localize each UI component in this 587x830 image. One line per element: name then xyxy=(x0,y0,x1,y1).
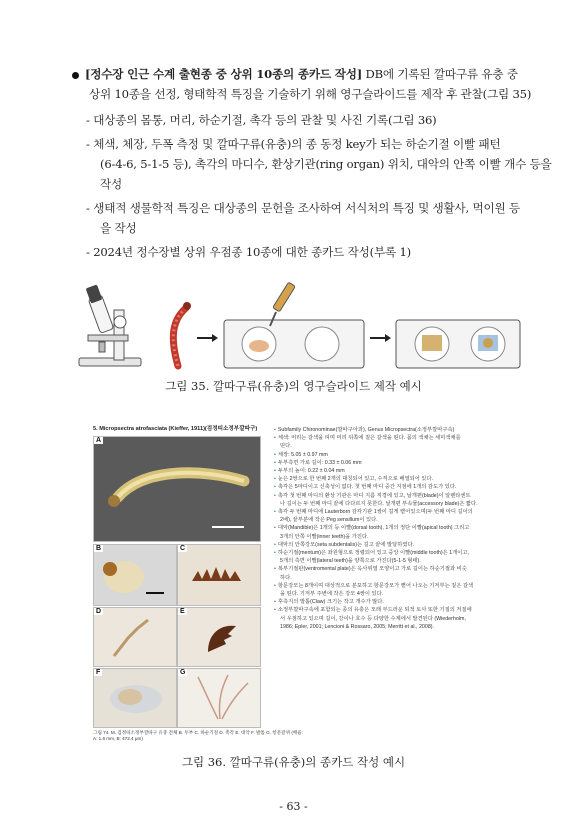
figure-36-caption: 그림 36. 깔따구류(유충)의 종카드 작성 예시 xyxy=(181,755,406,769)
slide-preparation-icon xyxy=(224,282,364,368)
paragraph-top-species: [정수장 인근 수계 출현종 중 상위 10종의 종카드 작성] DB에 기록된 깔따구류 유충 중 상위 10종을 선정, 형태학적 특징을 기술하기 위해 영구슬라이드를 제작 후 관찰(그림 35) xyxy=(72,64,542,104)
photo-panel-f xyxy=(93,668,177,728)
arrow-icon xyxy=(212,334,218,342)
photo-panel-c xyxy=(177,544,261,606)
card-description: ▪ Subfamily Chironominae(깔따구아과), Genus Micropsectra(소정부깔따구속) ▪ 체색: 머리는 갈색을 띠며 머리 뒤쪽에 짙은 갈색을 띤다. 몸의 색채는 세미색채를 띤다. ▪ 체장: 5.05 ± 0.97 mm ▪ 두부측면 가로 길이: 0.33 ± 0.06 mm ▪ 두부의 높이: 0.22 ± 0.04 mm ▪ 눈은 2쌍으로 한 번째 2개의 대칭되어 있고, 수직으로 배열되어 있다. ▪ 촉각은 5마디이고 신축성이 없다. 첫 번째 마디 중간 지점에 1개의 감도가 있다. ▪ 촉각 첫 번째 마디의 환상 기관은 마디 지름 직경에 있고, 날개편(blade)이 알렌타센트 나 길이는 두 번째 마디 끝에 다다르지 못한다. 날개편 부속물(accessory blade)은 짧다. ▪ 촉각 두 번째 마디에 Lauterborn 감각기관 1쌍이 길게 뻗어있으며(두 번째 마디 길이의 2배), 끝부분에 작은 Peg sensillum이 있다. ▪ 대악(Mandible)은 1개의 등 이빨(dorsal tooth), 1개의 정단 이빨(apical tooth) 그리고 3개의 안쪽 이빨(inner teeth)을 가진다. ▪ 대악의 안쪽강모(seta subdentalis)는 길고 끝에 발달하였다. ▪ 하순기절(mentum)은 좌원형으로 정렬되어 있고 중앙 이빨(middle tooth)은 1개이고, 5개의 측면 이빨(lateral teeth)을 양쪽으로 가진다(5-1-5 형태). ▪ 복부기절판(ventromental plate)은 옥사위열 모양이고 가로 길이는 하순기절과 비슷 하다. ▪ 항문강모는 8개이며 대상적으로 분포하고 항문강모가 뻗어 나오는 기저부는 짙은 갈색 을 띤다. 기저부 주변에 작은 강모 4쌍이 있다. ▪ 후측지의 발톱(Claw) 크기는 작고 개수가 많다. ▪ 소정부깔따구속에 포함되는 종의 유충은 모래 부드러운 퇴적 토사 또한 기질의 저질에 서 우점하고 있으며 길이, 강이나 호수 등 다양한 수계에서 발견된다 (Wiederholm, 1986; Epler, 2001; Lencioni & Rossaro, 2005; Merritt et al., 2008). xyxy=(274,427,478,630)
microscope-icon xyxy=(79,284,141,366)
arrow-icon xyxy=(385,334,391,342)
panel-label: F xyxy=(96,669,101,676)
figure-35-illustration xyxy=(74,280,524,372)
photo-panel-b xyxy=(93,544,177,606)
paragraph-heading: [정수장 인근 수계 출현종 중 상위 10종의 종카드 작성] xyxy=(85,67,362,81)
photo-panel-g xyxy=(177,668,261,728)
species-card xyxy=(93,414,513,744)
card-title: 5. Micropsectra atrofasciata (Kieffer, 1911)(검정띠소정부깔따구) xyxy=(93,426,258,432)
larva-icon xyxy=(173,302,191,366)
bullet-icon xyxy=(72,72,79,79)
panel-label: A xyxy=(96,437,102,444)
list-item: - 대상종의 몸통, 머리, 하순기절, 촉각 등의 관찰 및 사진 기록(그림 36) xyxy=(86,113,437,127)
permanent-slide-icon xyxy=(396,320,520,368)
figure-35-caption: 그림 35. 깔따구류(유충)의 영구슬라이드 제작 예시 xyxy=(165,379,422,393)
page-number: - 63 - xyxy=(279,800,308,813)
detail-list: - 대상종의 몸통, 머리, 하순기절, 촉각 등의 관찰 및 사진 기록(그림 36) - 체색, 체장, 두폭 측정 및 깔따구류(유충)의 종 동정 key가 되는 하순기절 이빨 패턴 (6-4-6, 5-1-5 등), 촉각의 마디수, 환상기관(ring organ) 위치, 대악의 안쪽 이빨 개수 등을 작성 - 생태적 생물학적 특징은 대상종의 문헌을 조사하여 서식처의 특징 및 생활사, 먹이원 등 을 작성 - 2024년 정수장별 상위 우점종 10종에 대한 종카드 작성(부록 1) xyxy=(86,110,546,262)
panel-label: G xyxy=(180,669,186,676)
photo-panel-e xyxy=(177,607,261,667)
list-item: - 2024년 정수장별 상위 우점종 10종에 대한 종카드 작성(부록 1) xyxy=(86,245,411,259)
list-item: - 체색, 체장, 두폭 측정 및 깔따구류(유충)의 종 동정 key가 되는 하순기절 이빨 패턴 xyxy=(86,137,501,151)
photo-panel-a xyxy=(93,436,261,542)
list-item: - 생태적 생물학적 특징은 대상종의 문헌을 조사하여 서식처의 특징 및 생활사, 먹이원 등 xyxy=(86,201,521,215)
panel-label: E xyxy=(180,608,185,615)
panel-label: D xyxy=(96,608,102,615)
card-figure-caption: 그림 74. M. 검정띠소정부깔따구 유충 전체 B. 두부 C. 하순기절 D. 촉각 E. 대악 F. 발톱 G. 항문갈퀴 (배율: A: 1.6 mm, B: 472.4 μm) xyxy=(93,730,304,741)
photo-panel-d xyxy=(93,607,177,667)
panel-label: C xyxy=(180,545,186,552)
panel-label: B xyxy=(96,545,102,552)
